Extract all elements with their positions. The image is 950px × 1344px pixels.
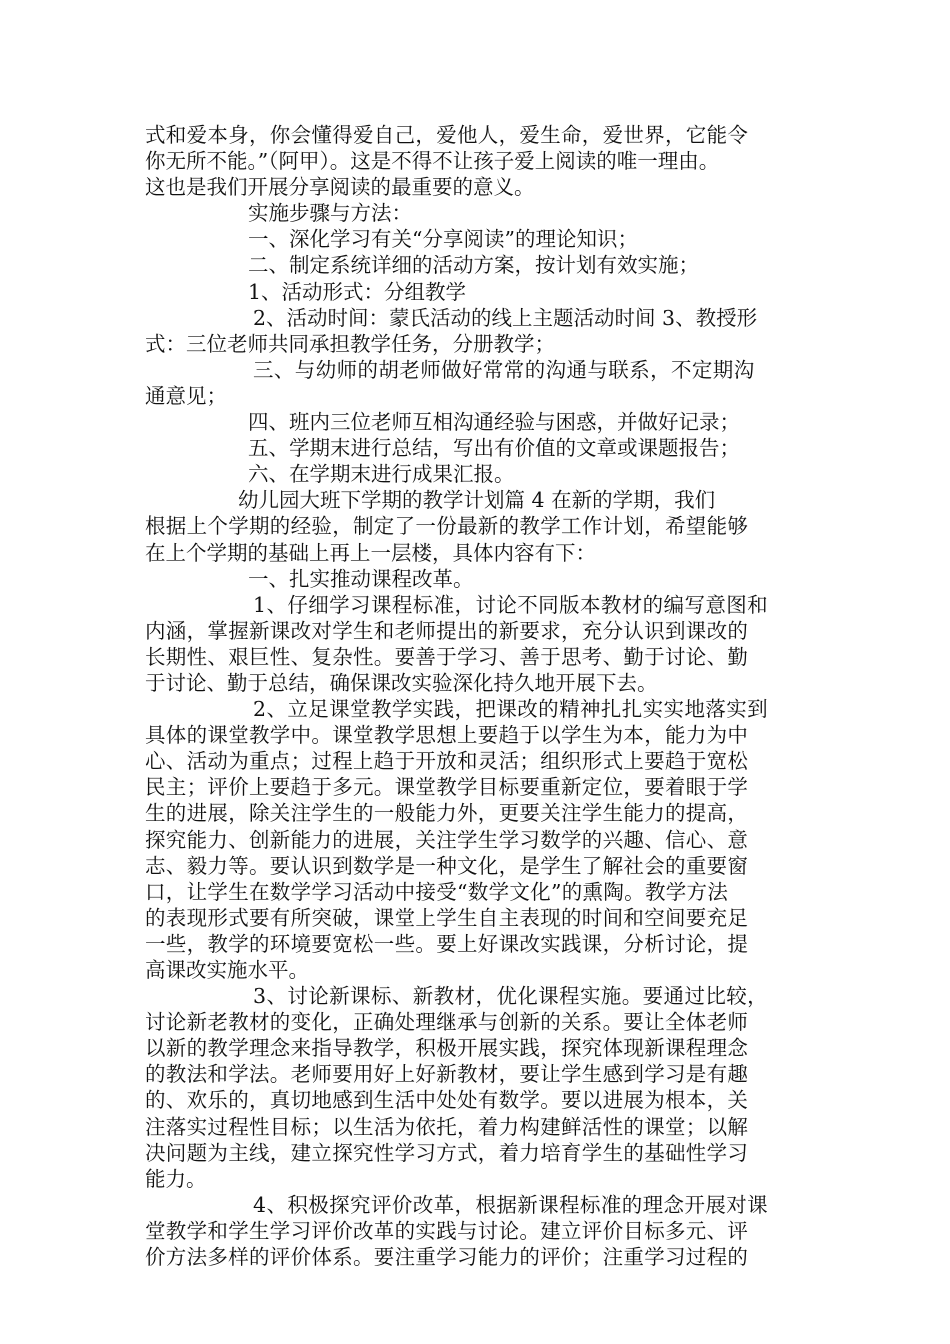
text-line: 二、制定系统详细的活动方案，按计划有效实施； bbox=[248, 253, 699, 278]
text-line: 式：三位老师共同承担教学任务，分册教学； bbox=[145, 331, 555, 356]
text-line: 能力。 bbox=[145, 1166, 207, 1191]
text-line: 根据上个学期的经验，制定了一份最新的教学工作计划，希望能够 bbox=[145, 514, 749, 539]
text-line: 三、与幼师的胡老师做好常常的沟通与联系，不定期沟 bbox=[253, 357, 755, 382]
text-line: 价方法多样的评价体系。要注重学习能力的评价；注重学习过程的 bbox=[145, 1245, 749, 1270]
text-line: 内涵，掌握新课改对学生和老师提出的新要求，充分认识到课改的 bbox=[145, 618, 749, 643]
text-line: 口，让学生在数学学习活动中接受“数学文化”的熏陶。教学方法 bbox=[145, 879, 729, 904]
text-line: 一、深化学习有关“分享阅读”的理论知识； bbox=[248, 227, 638, 252]
text-line: 一、扎实推动课程改革。 bbox=[248, 566, 474, 591]
text-line: 幼儿园大班下学期的教学计划篇 4 在新的学期，我们 bbox=[238, 488, 716, 513]
text-line: 民主；评价上要趋于多元。课堂教学目标要重新定位，要着眼于学 bbox=[145, 775, 749, 800]
text-line: 2、立足课堂教学实践，把课改的精神扎扎实实地落实到 bbox=[253, 697, 769, 722]
text-line: 的教法和学法。老师要用好上好新教材，要让学生感到学习是有趣 bbox=[145, 1062, 749, 1087]
text-line: 以新的教学理念来指导教学，积极开展实践，探究体现新课程理念 bbox=[145, 1036, 749, 1061]
text-line: 决问题为主线，建立探究性学习方式，着力培育学生的基础性学习 bbox=[145, 1140, 749, 1165]
text-line: 这也是我们开展分享阅读的最重要的意义。 bbox=[145, 175, 535, 200]
text-line: 实施步骤与方法： bbox=[248, 201, 412, 226]
text-line: 心、活动为重点；过程上趋于开放和灵活；组织形式上要趋于宽松 bbox=[145, 749, 749, 774]
text-line: 高课改实施水平。 bbox=[145, 958, 309, 982]
text-line: 4、积极探究评价改革，根据新课程标准的理念开展对课 bbox=[253, 1192, 769, 1217]
text-line: 的、欢乐的，真切地感到生活中处处有数学。要以进展为根本，关 bbox=[145, 1088, 749, 1113]
text-line: 志、毅力等。要认识到数学是一种文化，是学生了解社会的重要窗 bbox=[145, 853, 749, 878]
text-line: 具体的课堂教学中。课堂教学思想上要趋于以学生为本，能力为中 bbox=[145, 723, 749, 748]
text-line: 四、班内三位老师互相沟通经验与困惑，并做好记录； bbox=[248, 410, 740, 435]
text-line: 1、活动形式：分组教学 bbox=[248, 279, 467, 304]
text-line: 的表现形式要有所突破，课堂上学生自主表现的时间和空间要充足 bbox=[145, 905, 749, 930]
text-line: 讨论新老教材的变化，正确处理继承与创新的关系。要让全体老师 bbox=[145, 1010, 749, 1035]
text-line: 1、仔细学习课程标准，讨论不同版本教材的编写意图和 bbox=[253, 592, 769, 617]
text-line: 长期性、艰巨性、复杂性。要善于学习、善于思考、勤于讨论、勤 bbox=[145, 644, 749, 669]
document-body bbox=[145, 122, 815, 1270]
text-line: 你无所不能。”（阿甲）。这是不得不让孩子爱上阅读的唯一理由。 bbox=[145, 149, 720, 174]
text-line: 2、活动时间：蒙氏活动的线上主题活动时间 3、教授形 bbox=[253, 305, 758, 330]
text-line: 于讨论、勤于总结，确保课改实验深化持久地开展下去。 bbox=[145, 670, 658, 695]
text-line: 在上个学期的基础上再上一层楼，具体内容有下： bbox=[145, 540, 596, 565]
text-line: 式和爱本身，你会懂得爱自己，爱他人，爱生命，爱世界，它能令 bbox=[145, 123, 749, 147]
text-line: 堂教学和学生学习评价改革的实践与讨论。建立评价目标多元、评 bbox=[145, 1218, 749, 1243]
text-line: 探究能力、创新能力的进展，关注学生学习数学的兴趣、信心、意 bbox=[145, 827, 749, 852]
text-line: 一些，教学的环境要宽松一些。要上好课改实践课，分析讨论，提 bbox=[145, 931, 749, 956]
text-line: 注落实过程性目标；以生活为依托，着力构建鲜活性的课堂；以解 bbox=[145, 1114, 749, 1139]
text-line: 生的进展，除关注学生的一般能力外，更要关注学生能力的提高， bbox=[145, 801, 749, 826]
text-line: 五、学期末进行总结，写出有价值的文章或课题报告； bbox=[248, 436, 740, 461]
text-line: 3、讨论新课标、新教材，优化课程实施。要通过比较， bbox=[253, 984, 769, 1009]
text-line: 六、在学期末进行成果汇报。 bbox=[248, 462, 515, 487]
text-line: 通意见； bbox=[145, 383, 227, 408]
